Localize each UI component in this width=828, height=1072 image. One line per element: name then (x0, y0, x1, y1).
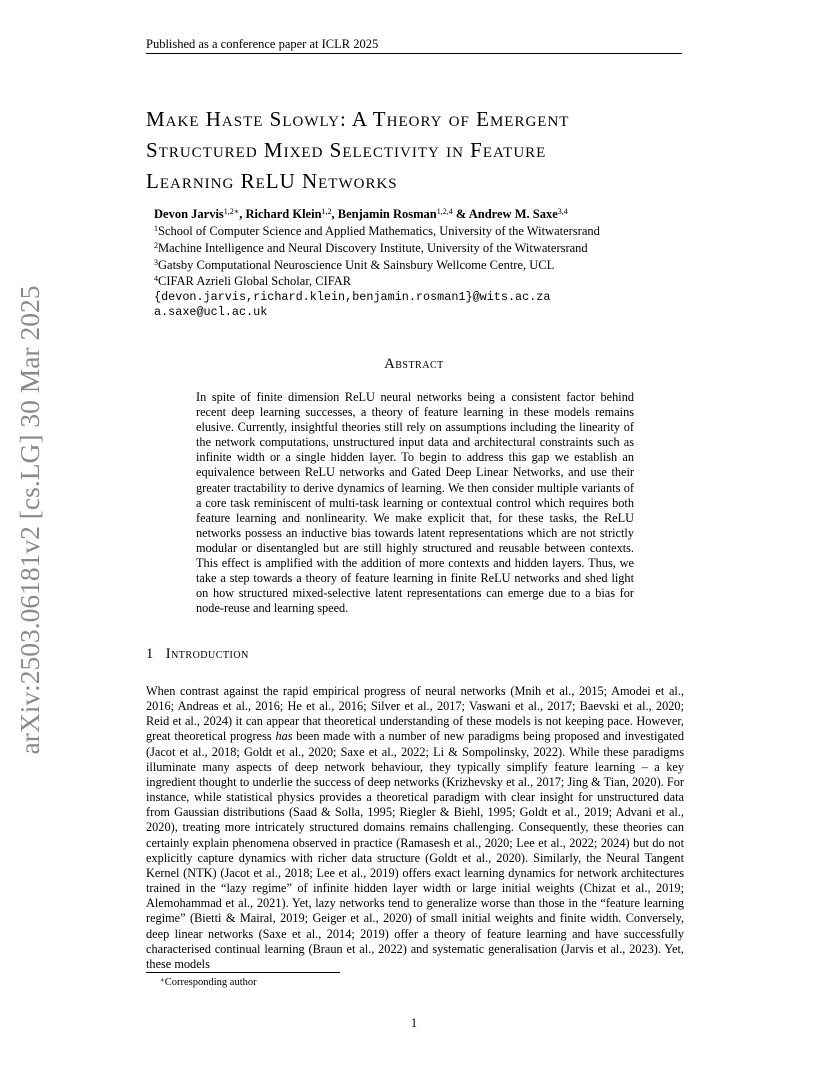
author-list (154, 206, 674, 223)
affiliation-text: Gatsby Computational Neuroscience Unit & Sainsbury Wellcome Centre, UCL (158, 258, 555, 272)
affiliation-number: 3 (154, 258, 158, 267)
footnote-rule (146, 972, 340, 973)
abstract-body: In spite of finite dimension ReLU neural networks being a consistent factor behind recent deep learning successes, a theory of feature learning in these models remains elusive. Currently, insightful theories still rely on assumptions including the linearity of the network computations, unstructured input data and architectural constraints such as infinite width or a single hidden layer. To begin to address this gap we establish an equivalence between ReLU networks and Gated Deep Linear Networks, and use their greater tractability to derive dynamics of learning. We then consider multiple variants of a core task reminiscent of multi-task learning or contextual control which requires both feature learning and nonlinearity. We make explicit that, for these tasks, the ReLU networks possess an inductive bias towards latent representations which are not strictly modular or disentangled but are still highly structured and reusable between contexts. This effect is amplified with the addition of more contexts and hidden layers. Thus, we take a step towards a theory of feature learning in finite ReLU networks and shed light on how structured mixed-selective latent representations can emerge due to a bias for node-reuse and learning speed. (196, 390, 634, 616)
section-number: 1 (146, 646, 154, 662)
title-line: Learning ReLU Networks (146, 169, 398, 193)
affiliation (154, 223, 674, 239)
author-name: Richard Klein (245, 207, 322, 221)
arxiv-stamp-text: arXiv:2503.06181v2 [cs.LG] 30 Mar 2025 (14, 285, 45, 755)
footnote-mark: ∗ (160, 976, 165, 984)
running-header: Published as a conference paper at ICLR 2025 (146, 36, 682, 54)
intro-text: When contrast against the rapid empirical progress of neural networks (Mnih et al., 2015; Amodei et al., 2016; Andreas et al., 2016; He et al., 2016; Silver et al., 2017; Vaswani et al., 2017; Baevski et al., 2020; Reid et al., 2024) it can appear that theoretical understanding of these models is not keeping pace. However, great theoretical progress (146, 684, 684, 744)
arxiv-stamp (12, 285, 48, 755)
author-name: Benjamin Rosman (337, 207, 437, 221)
author-separator: , (331, 207, 338, 221)
affiliation (154, 240, 674, 256)
footnote-text: Corresponding author (164, 977, 257, 988)
paper-title (146, 104, 686, 197)
title-line: Structured Mixed Selectivity in Feature (146, 138, 547, 162)
intro-italic-word: has (275, 729, 293, 744)
page-number: 1 (410, 1016, 418, 1030)
title-line: Make Haste Slowly: A Theory of Emergent (146, 107, 570, 131)
affiliation-text: CIFAR Azrieli Global Scholar, CIFAR (158, 274, 352, 288)
author-affil-mark: 1,2 (321, 207, 332, 216)
author-affil-mark: 1,2,4 (436, 207, 453, 216)
section-heading (146, 646, 682, 663)
author-separator: , (239, 207, 246, 221)
affiliation (154, 273, 674, 289)
introduction-paragraph (146, 684, 684, 972)
affiliation-number: 1 (154, 224, 158, 233)
affiliation (154, 257, 674, 273)
intro-text: been made with a number of new paradigms being proposed and investigated (Jacot et al., 2018; Goldt et al., 2020; Saxe et al., 2022; Li & Sompolinsky, 2022). While these paradigms illuminate many aspects of deep network behaviour, they typically simplify feature learning – a key ingredient thought to underlie the success of deep networks (Krizhevsky et al., 2017; Jing & Tian, 2020). For instance, while statistical physics provides a theoretical paradigm with clear insight for unstructured data from Gaussian distributions (Saad & Solla, 1995; Riegler & Biehl, 1995; Goldt et al., 2019; Advani et al., 2020), treating more intricately structured domains remains challenging. Consequently, these theories can certainly explain phenomena observed in practice (Ramasesh et al., 2020; Lee et al., 2022; 2024) but do not explicitly capture dynamics with richer data structure (Goldt et al., 2020). Similarly, the Neural Tangent Kernel (NTK) (Jacot et al., 2018; Lee et al., 2019) offers exact learning dynamics for network architectures trained in the “lazy regime” of infinite hidden layer width or large initial weights (Chizat et al., 2019; Alemohammad et al., 2021). Yet, lazy networks tend to generalize worse than those in the “feature learning regime” (Bietti & Mairal, 2019; Geiger et al., 2020) of small initial weights and finite width. Conversely, deep linear networks (Saxe et al., 2014; 2019) offer a theory of feature learning and have successfully characterised continual learning (Braun et al., 2022) and systematic generalisation (Jarvis et al., 2023). Yet, these models (146, 729, 684, 971)
author-name: Andrew M. Saxe (468, 207, 558, 221)
author-affil-mark: 3,4 (557, 207, 568, 216)
section-title: Introduction (165, 646, 249, 662)
author-affil-mark: 1,2∗ (223, 207, 240, 216)
author-email: {devon.jarvis,richard.klein,benjamin.rosman1}@wits.ac.za (154, 290, 551, 304)
footnote (160, 976, 660, 990)
abstract-heading: Abstract (384, 356, 444, 372)
author-separator: & (452, 207, 469, 221)
affiliation-number: 2 (154, 241, 158, 250)
author-name: Devon Jarvis (154, 207, 224, 221)
affiliation-text: School of Computer Science and Applied Mathematics, University of the Witwatersrand (158, 224, 600, 238)
affiliation-number: 4 (154, 274, 158, 283)
affiliation-text: Machine Intelligence and Neural Discovery Institute, University of the Witwatersrand (158, 241, 588, 255)
author-email: a.saxe@ucl.ac.uk (154, 305, 268, 319)
